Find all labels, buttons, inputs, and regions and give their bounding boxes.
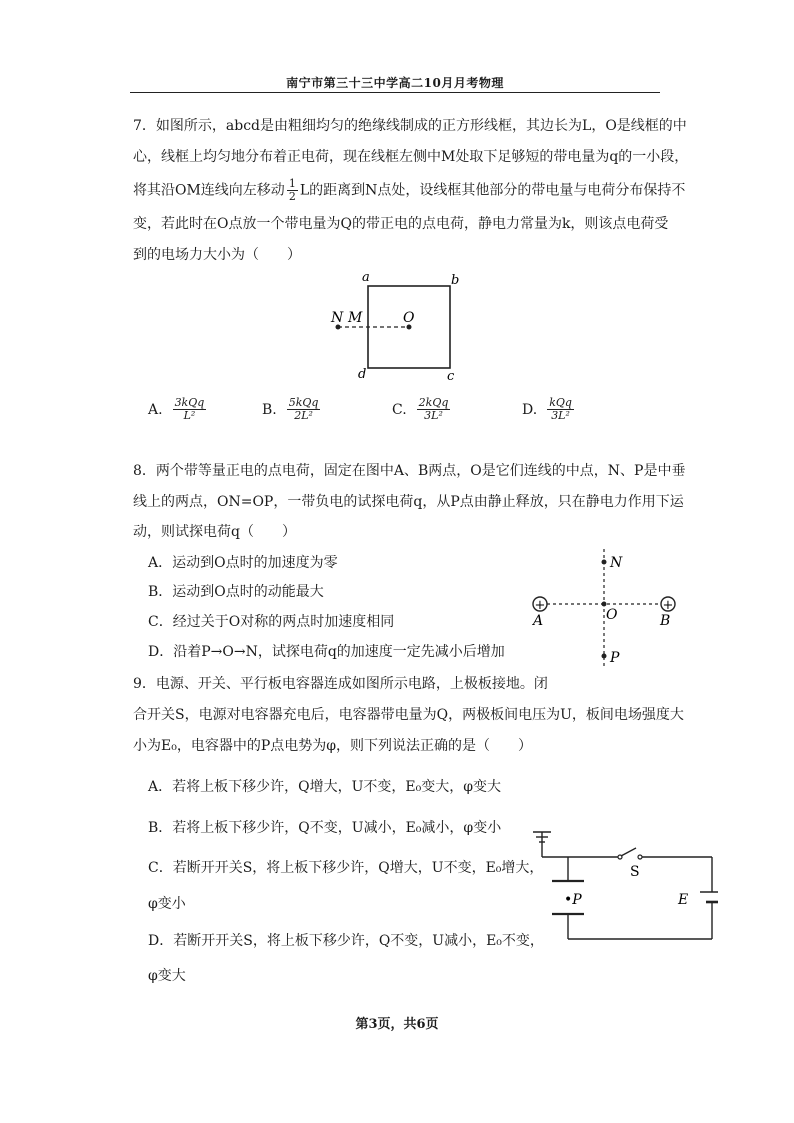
header-rule [130,92,660,93]
q7-line-5: 到的电场力大小为（ ） [133,247,301,263]
q7-line-3-post: L的距离到N点处，设线框其他部分的带电量与电荷分布保持不 [299,182,686,199]
label-n: N [331,310,344,326]
q9-line-2: 合开关S，电源对电容器充电后，电容器带电量为Q，两极板间电压为U，板间电场强度大 [133,707,684,723]
q7-option-d-num: kQq [549,396,572,409]
point-o [602,602,607,607]
q7-option-c-num: 2kQq [418,396,449,409]
q7-option-d [522,397,576,422]
q9-option-b: B．若将上板下移少许，Q不变，U减小，E₀减小，φ变小 [148,820,502,836]
q7-line-3 [133,178,685,203]
q7-option-c-label: C. [392,401,407,418]
switch-contact-right [638,855,642,859]
q8-option-a: A．运动到O点时的加速度为零 [148,555,338,571]
label-m: M [348,310,363,326]
q7-option-a-num: 3kQq [174,396,205,409]
page-header: 南宁市第三十三中学高二10月月考物理 [286,76,504,90]
q7-option-a [148,397,208,422]
q7-option-d-label: D. [522,401,538,418]
label-b: B [660,613,671,629]
q8-charges-figure [522,545,687,675]
q7-option-d-den: 3L² [551,409,570,422]
q7-line-3-pre: 将其沿OM连线向左移动 [133,182,285,199]
q8-option-b: B．运动到O点时的动能最大 [148,584,324,600]
label-a: a [362,270,370,285]
label-p: P [610,650,620,666]
q8-line-2: 线上的两点，ON=OP，一带负电的试探电荷q，从P点由静止释放，只在静电力作用下运 [133,494,684,510]
q7-fraction-den: 2 [288,190,296,203]
q7-option-b-label: B. [262,401,277,418]
q7-square-frame-figure [320,270,470,385]
q8-option-c: C．经过关于O对称的两点时加速度相同 [148,614,395,630]
q9-option-a: A．若将上板下移少许，Q增大，U不变，E₀变大，φ变大 [148,779,502,795]
q7-option-a-frac [173,397,207,422]
q7-option-a-den: L² [183,409,196,422]
q9-option-c: C．若断开开关S，将上板下移少许，Q增大，U不变，E₀增大， [148,860,544,876]
charge-b-plus: + [662,598,674,613]
q9-line-3: 小为E₀，电容器中的P点电势为φ，则下列说法正确的是（ ） [133,738,533,754]
charge-a-plus: + [534,598,546,613]
q9-option-d: D．若断开开关S，将上板下移少许，Q不变，U减小，E₀不变， [148,933,544,949]
label-a: A [533,613,544,629]
label-e: E [678,892,689,908]
point-p [602,654,607,659]
q7-line-2: 心，线框上均匀地分布着正电荷，现在线框左侧中M处取下足够短的带电量为q的一小段， [133,149,689,165]
q8-line-1: 8．两个带等量正电的点电荷，固定在图中A、B两点，O是它们连线的中点，N、P是中垂 [133,463,686,479]
label-p: •P [564,892,582,908]
point-n [602,560,607,565]
q9-option-d-cont: φ变大 [148,968,186,984]
q8-option-d: D．沿着P→O→N，试探电荷q的加速度一定先减小后增加 [148,644,505,660]
label-s: S [630,864,640,880]
q9-option-c-cont: φ变小 [148,896,186,912]
q7-option-c-den: 3L² [424,409,443,422]
q7-option-b [262,397,322,422]
label-d: d [358,367,367,382]
q7-option-d-frac [547,397,574,422]
label-n: N [610,555,623,571]
q8-line-3: 动，则试探电荷q（ ） [133,524,296,540]
q7-option-a-label: A. [148,401,163,418]
q7-line-4: 变，若此时在O点放一个带电量为Q的带正电的点电荷，静电力常量为k，则该点电荷受 [133,216,669,232]
q7-line-1: 7．如图所示，abcd是由粗细均匀的绝缘线制成的正方形线框，其边长为L，O是线框的中 [133,118,687,134]
q7-option-b-num: 5kQq [288,396,319,409]
q7-option-c-frac [417,397,451,422]
q7-option-b-den: 2L² [294,409,313,422]
label-c: c [447,369,455,384]
label-o: O [403,310,415,326]
page-footer: 第3页，共6页 [355,1017,439,1032]
label-b: b [451,273,460,288]
label-o: O [606,607,618,623]
q7-option-b-frac [287,397,321,422]
q7-fraction-num: 1 [288,177,296,190]
q9-circuit-figure [528,826,718,946]
q7-fraction [287,178,298,203]
q9-line-1: 9．电源、开关、平行板电容器连成如图所示电路，上极板接地。闭 [133,676,548,692]
q7-option-c [392,397,452,422]
